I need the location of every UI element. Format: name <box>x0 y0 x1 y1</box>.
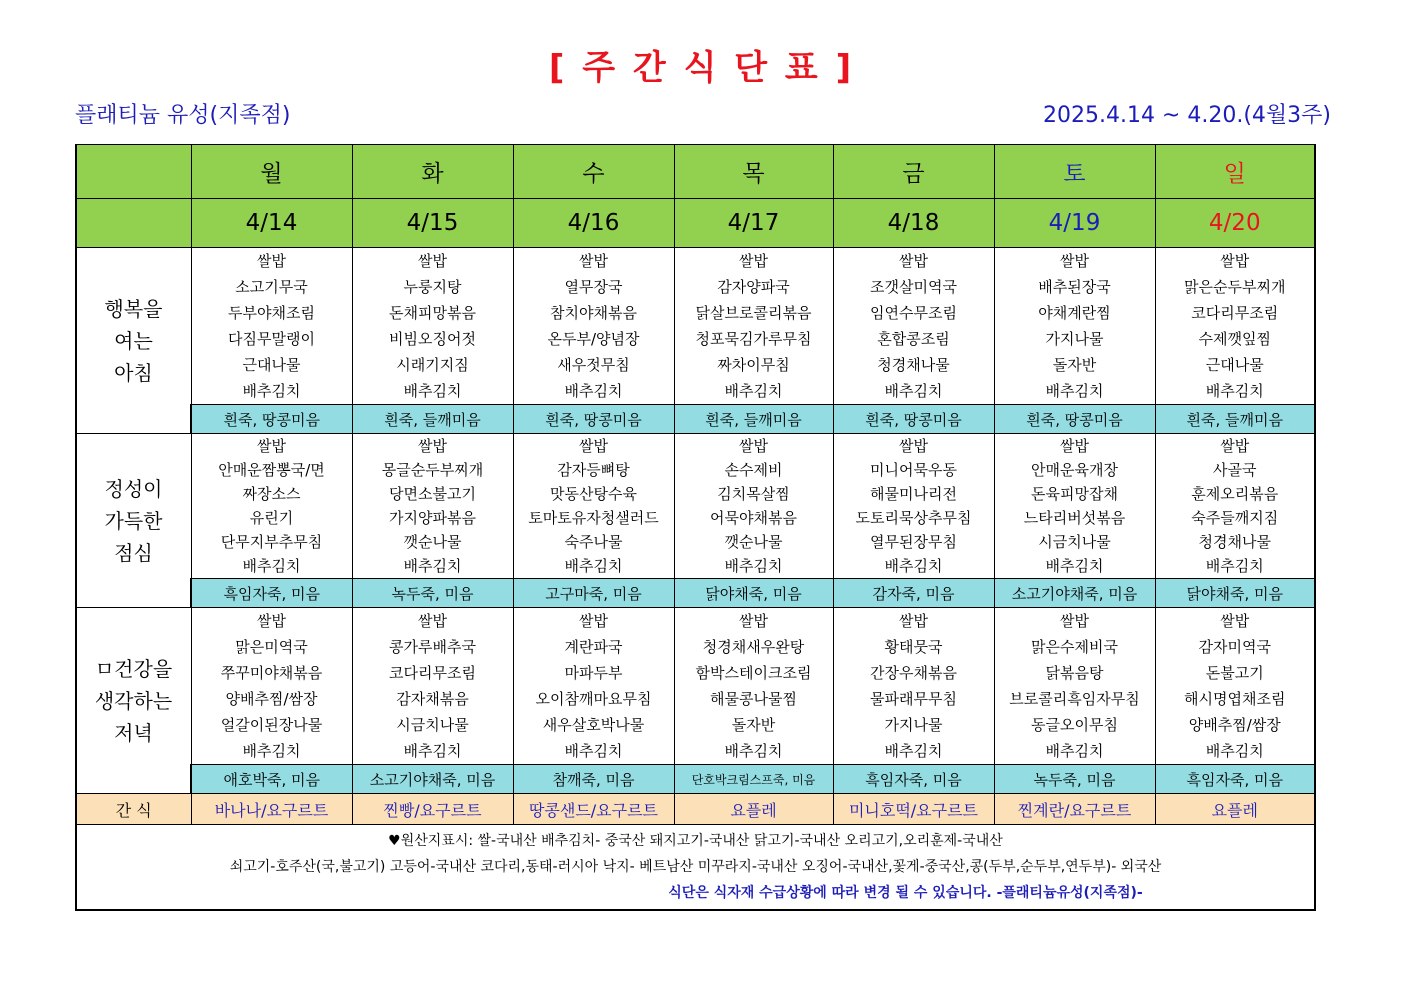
lunch-menu-mon <box>191 434 352 579</box>
day-fri: 금 <box>833 145 994 199</box>
dinner-menu-fri <box>833 608 994 765</box>
lunch-porridge-wed: 고구마죽, 미음 <box>513 579 674 608</box>
lunch-menu-sat <box>994 434 1155 579</box>
dish-item: 유린기 <box>249 509 294 527</box>
dish-item: 쌀밥 <box>257 612 286 630</box>
dinner-porridge-sun: 흑임자죽, 미음 <box>1155 765 1315 794</box>
breakfast-menu-sun <box>1155 248 1315 405</box>
dinner-porridge-row <box>76 765 1315 794</box>
footer-row <box>76 825 1315 911</box>
dish-item: 쌀밥 <box>739 252 768 270</box>
dish-item: 김치목살찜 <box>717 485 790 503</box>
menu-period: 2025.4.14 ~ 4.20.(4월3주) <box>1042 103 1331 128</box>
dish-item: 당면소불고기 <box>389 485 476 503</box>
dish-item: 닭살브로콜리볶음 <box>695 304 812 322</box>
dish-item: 배추김치 <box>724 382 783 400</box>
dish-item: 마파두부 <box>564 664 623 682</box>
origin-notice-line-2: 쇠고기-호주산(국,불고기) 고등어-국내산 코다리,동태-러시아 낙지- 베트남산 미꾸라지-국내산 오징어-국내산,꽃게-중국산,콩(두부,순두부,연두부)- 외국산 <box>229 859 1162 875</box>
date-tue: 4/15 <box>352 199 513 248</box>
dish-item: 배추김치 <box>1205 742 1264 760</box>
snack-tue: 찐빵/요구르트 <box>352 794 513 825</box>
dish-item: 황태뭇국 <box>884 638 943 656</box>
dish-item: 숙주나물 <box>564 533 623 551</box>
dish-item: 배추김치 <box>564 742 623 760</box>
dish-item: 시래기지짐 <box>396 356 469 374</box>
page-title: [ 주 간 식 단 표 ] <box>548 48 855 88</box>
dish-item: 맛동산탕수육 <box>550 485 637 503</box>
breakfast-porridge-fri: 흰죽, 땅콩미음 <box>833 405 994 434</box>
dish-item: 쌀밥 <box>1060 252 1089 270</box>
dish-item: 깻순나물 <box>403 533 462 551</box>
dish-item: 쌀밥 <box>418 437 447 455</box>
breakfast-row <box>76 248 1315 405</box>
dish-item: 청경채새우완탕 <box>702 638 805 656</box>
dish-item: 가지나물 <box>1045 330 1104 348</box>
dish-item: 배추김치 <box>1205 557 1264 575</box>
dish-item: 닭볶음탕 <box>1045 664 1104 682</box>
dish-item: 계란파국 <box>564 638 623 656</box>
dish-item: 배추된장국 <box>1038 278 1111 296</box>
lunch-menu-sun <box>1155 434 1315 579</box>
dish-item: 소고기무국 <box>235 278 308 296</box>
dish-item: 쌀밥 <box>418 612 447 630</box>
dish-item: 돌자반 <box>1052 356 1097 374</box>
corner-cell <box>76 145 191 199</box>
dish-item: 돌자반 <box>731 716 776 734</box>
meal-label-line: 점심 <box>114 540 153 565</box>
day-tue: 화 <box>352 145 513 199</box>
snack-sun: 요플레 <box>1155 794 1315 825</box>
dish-item: 손수제비 <box>724 461 783 479</box>
dish-item: 비빔오징어젓 <box>389 330 476 348</box>
dish-item: 배추김치 <box>403 742 462 760</box>
store-name: 플래티늄 유성(지족점) <box>75 103 291 128</box>
dish-item: 돈채피망볶음 <box>389 304 476 322</box>
dinner-label <box>76 608 191 794</box>
dinner-row <box>76 608 1315 765</box>
dish-item: 쭈꾸미야채볶음 <box>220 664 323 682</box>
dish-item: 배추김치 <box>1205 382 1264 400</box>
breakfast-porridge-tue: 흰죽, 들깨미음 <box>352 405 513 434</box>
dish-item: 근대나물 <box>1205 356 1264 374</box>
dish-item: 맑은수제비국 <box>1031 638 1118 656</box>
dish-item: 해시명엽채조림 <box>1184 690 1286 708</box>
weekly-menu-table <box>75 144 1316 911</box>
dish-item: 코다리무조림 <box>389 664 476 682</box>
dish-item: 근대나물 <box>242 356 301 374</box>
day-wed: 수 <box>513 145 674 199</box>
dinner-porridge-tue: 소고기야채죽, 미음 <box>352 765 513 794</box>
dish-item: 배추김치 <box>724 557 783 575</box>
day-thu: 목 <box>674 145 833 199</box>
meal-label-line: 정성이 <box>104 476 163 501</box>
dish-item: 배추김치 <box>1045 382 1104 400</box>
meal-label-line: 여는 <box>114 328 153 353</box>
dish-item: 양배추찜/쌈장 <box>225 690 318 708</box>
lunch-porridge-sun: 닭야채죽, 미음 <box>1155 579 1315 608</box>
snack-thu: 요플레 <box>674 794 833 825</box>
breakfast-porridge-row <box>76 405 1315 434</box>
dish-item: 혼합콩조림 <box>877 330 950 348</box>
dish-item: 온두부/양념장 <box>547 330 640 348</box>
dinner-porridge-fri: 흑임자죽, 미음 <box>833 765 994 794</box>
dish-item: 수제깻잎찜 <box>1198 330 1271 348</box>
dish-item: 쌀밥 <box>579 437 608 455</box>
dish-item: 쌀밥 <box>899 437 928 455</box>
date-sun: 4/20 <box>1155 199 1315 248</box>
dish-item: 새우젓무침 <box>557 356 630 374</box>
dish-item: 쌀밥 <box>579 252 608 270</box>
breakfast-menu-tue <box>352 248 513 405</box>
dish-item: 깻순나물 <box>724 533 783 551</box>
dish-item: 느타리버섯볶음 <box>1023 509 1126 527</box>
dinner-porridge-thu: 단호박크림스프죽, 미음 <box>674 765 833 794</box>
dish-item: 훈제오리볶음 <box>1191 485 1279 503</box>
dish-item: 열무장국 <box>564 278 623 296</box>
breakfast-porridge-wed: 흰죽, 땅콩미음 <box>513 405 674 434</box>
corner-cell <box>76 199 191 248</box>
dish-item: 어묵야채볶음 <box>710 509 797 527</box>
breakfast-porridge-sat: 흰죽, 땅콩미음 <box>994 405 1155 434</box>
snack-row <box>76 794 1315 825</box>
lunch-porridge-sat: 소고기야채죽, 미음 <box>994 579 1155 608</box>
dinner-menu-mon <box>191 608 352 765</box>
dish-item: 배추김치 <box>242 742 301 760</box>
dish-item: 참치야채볶음 <box>550 304 637 322</box>
dinner-menu-sun <box>1155 608 1315 765</box>
breakfast-menu-mon <box>191 248 352 405</box>
dish-item: 시금치나물 <box>1038 533 1111 551</box>
dish-item: 쌀밥 <box>899 612 928 630</box>
dish-item: 시금치나물 <box>396 716 469 734</box>
dish-item: 청포묵김가루무침 <box>695 330 812 348</box>
dish-item: 배추김치 <box>403 557 462 575</box>
dish-item: 배추김치 <box>1045 557 1104 575</box>
dish-item: 다짐무말랭이 <box>228 330 315 348</box>
dish-item: 감자양파국 <box>717 278 790 296</box>
dish-item: 쌀밥 <box>1060 612 1089 630</box>
dish-item: 오이참깨마요무침 <box>535 690 652 708</box>
dish-item: 감자미역국 <box>1198 638 1271 656</box>
dish-item: 맑은미역국 <box>235 638 308 656</box>
lunch-porridge-row <box>76 579 1315 608</box>
menu-change-notice: 식단은 식자재 수급상황에 따라 변경 될 수 있습니다. -플래티늄유성(지족점)- <box>668 885 1143 901</box>
lunch-porridge-mon: 흑임자죽, 미음 <box>191 579 352 608</box>
dish-item: 물파래무무침 <box>870 690 957 708</box>
lunch-menu-tue <box>352 434 513 579</box>
breakfast-menu-thu <box>674 248 833 405</box>
dish-item: 배추김치 <box>403 382 462 400</box>
breakfast-porridge-thu: 흰죽, 들깨미음 <box>674 405 833 434</box>
day-sat: 토 <box>994 145 1155 199</box>
dish-item: 몽글순두부찌개 <box>381 461 484 479</box>
dish-item: 쌀밥 <box>257 252 286 270</box>
day-sun: 일 <box>1155 145 1315 199</box>
meal-label-line: 아침 <box>114 360 153 385</box>
dish-item: 배추김치 <box>884 557 943 575</box>
breakfast-porridge-mon: 흰죽, 땅콩미음 <box>191 405 352 434</box>
dish-item: 안매운육개장 <box>1031 461 1118 479</box>
dish-item: 콩가루배추국 <box>389 638 476 656</box>
snack-wed: 땅콩샌드/요구르트 <box>513 794 674 825</box>
date-header-row <box>76 199 1315 248</box>
dish-item: 쌀밥 <box>899 252 928 270</box>
meal-label-line: 가득한 <box>104 508 163 533</box>
dish-item: 배추김치 <box>884 742 943 760</box>
dish-item: 쌀밥 <box>1220 252 1250 270</box>
dish-item: 배추김치 <box>724 742 783 760</box>
meal-label-line: 저녁 <box>114 720 153 745</box>
meal-label-line: ㅁ건강을 <box>94 656 173 681</box>
dish-item: 단무지부추무침 <box>220 533 323 551</box>
dish-item: 맑은순두부찌개 <box>1184 278 1286 296</box>
date-wed: 4/16 <box>513 199 674 248</box>
dish-item: 가지양파볶음 <box>389 509 476 527</box>
dish-item: 쌀밥 <box>1220 437 1250 455</box>
dish-item: 배추김치 <box>1045 742 1104 760</box>
dish-item: 감자등뼈탕 <box>557 461 630 479</box>
dish-item: 배추김치 <box>242 557 301 575</box>
dish-item: 안매운짬뽕국/면 <box>218 461 325 479</box>
footer-cell <box>76 825 1315 911</box>
breakfast-porridge-sun: 흰죽, 들깨미음 <box>1155 405 1315 434</box>
dish-item: 청경채나물 <box>1198 533 1271 551</box>
dish-item: 배추김치 <box>564 557 623 575</box>
dish-item: 토마토유자청샐러드 <box>528 509 659 527</box>
dish-item: 브로콜리흑임자무침 <box>1009 690 1140 708</box>
dish-item: 조갯살미역국 <box>870 278 957 296</box>
dish-item: 짜차이무침 <box>717 356 790 374</box>
breakfast-label <box>76 248 191 434</box>
lunch-menu-wed <box>513 434 674 579</box>
lunch-menu-thu <box>674 434 833 579</box>
date-fri: 4/18 <box>833 199 994 248</box>
dish-item: 양배추찜/쌈장 <box>1188 716 1281 734</box>
dish-item: 쌀밥 <box>418 252 447 270</box>
dish-item: 함박스테이크조림 <box>695 664 812 682</box>
lunch-label <box>76 434 191 608</box>
dish-item: 쌀밥 <box>579 612 608 630</box>
dish-item: 감자채볶음 <box>396 690 469 708</box>
dish-item: 열무된장무침 <box>870 533 957 551</box>
snack-label: 간 식 <box>76 794 191 825</box>
breakfast-menu-fri <box>833 248 994 405</box>
breakfast-menu-sat <box>994 248 1155 405</box>
dinner-porridge-wed: 참깨죽, 미음 <box>513 765 674 794</box>
snack-mon: 바나나/요구르트 <box>191 794 352 825</box>
dish-item: 사골국 <box>1213 461 1257 479</box>
origin-notice-line-1: ♥원산지표시: 쌀-국내산 배추김치- 중국산 돼지고기-국내산 닭고기-국내산 오리고기,오리훈제-국내산 <box>388 833 1003 849</box>
dish-item: 미니어묵우동 <box>870 461 957 479</box>
dish-item: 쌀밥 <box>1220 612 1250 630</box>
dinner-porridge-mon: 애호박죽, 미음 <box>191 765 352 794</box>
dinner-porridge-sat: 녹두죽, 미음 <box>994 765 1155 794</box>
dish-item: 코다리무조림 <box>1191 304 1279 322</box>
dinner-menu-wed <box>513 608 674 765</box>
lunch-porridge-tue: 녹두죽, 미음 <box>352 579 513 608</box>
dish-item: 얼갈이된장나물 <box>220 716 323 734</box>
lunch-porridge-thu: 닭야채죽, 미음 <box>674 579 833 608</box>
dish-item: 동글오이무침 <box>1031 716 1118 734</box>
dinner-menu-sat <box>994 608 1155 765</box>
dinner-menu-tue <box>352 608 513 765</box>
dish-item: 쌀밥 <box>739 612 768 630</box>
snack-sat: 찐계란/요구르트 <box>994 794 1155 825</box>
lunch-porridge-fri: 감자죽, 미음 <box>833 579 994 608</box>
dish-item: 누룽지탕 <box>403 278 462 296</box>
day-mon: 월 <box>191 145 352 199</box>
meal-label-line: 생각하는 <box>94 688 173 713</box>
meal-label-line: 행복을 <box>104 296 163 321</box>
date-mon: 4/14 <box>191 199 352 248</box>
dish-item: 쌀밥 <box>1060 437 1089 455</box>
dish-item: 숙주들깨지짐 <box>1191 509 1279 527</box>
dinner-menu-thu <box>674 608 833 765</box>
dish-item: 짜장소스 <box>242 485 301 503</box>
day-header-row <box>76 145 1315 199</box>
dish-item: 돈불고기 <box>1205 664 1264 682</box>
date-sat: 4/19 <box>994 199 1155 248</box>
dish-item: 청경채나물 <box>877 356 950 374</box>
dish-item: 두부야채조림 <box>228 304 315 322</box>
dish-item: 배추김치 <box>884 382 943 400</box>
dish-item: 도토리묵상추무침 <box>855 509 972 527</box>
dish-item: 돈육피망잡채 <box>1031 485 1118 503</box>
dish-item: 쌀밥 <box>739 437 768 455</box>
dish-item: 새우살호박나물 <box>542 716 645 734</box>
dish-item: 쌀밥 <box>257 437 286 455</box>
dish-item: 배추김치 <box>242 382 301 400</box>
snack-fri: 미니호떡/요구르트 <box>833 794 994 825</box>
dish-item: 야채계란찜 <box>1038 304 1111 322</box>
lunch-row <box>76 434 1315 579</box>
dish-item: 임연수무조림 <box>870 304 957 322</box>
dish-item: 해물콩나물찜 <box>710 690 797 708</box>
dish-item: 해물미나리전 <box>870 485 957 503</box>
lunch-menu-fri <box>833 434 994 579</box>
dish-item: 간장우채볶음 <box>870 664 957 682</box>
dish-item: 가지나물 <box>884 716 943 734</box>
date-thu: 4/17 <box>674 199 833 248</box>
dish-item: 배추김치 <box>564 382 623 400</box>
breakfast-menu-wed <box>513 248 674 405</box>
